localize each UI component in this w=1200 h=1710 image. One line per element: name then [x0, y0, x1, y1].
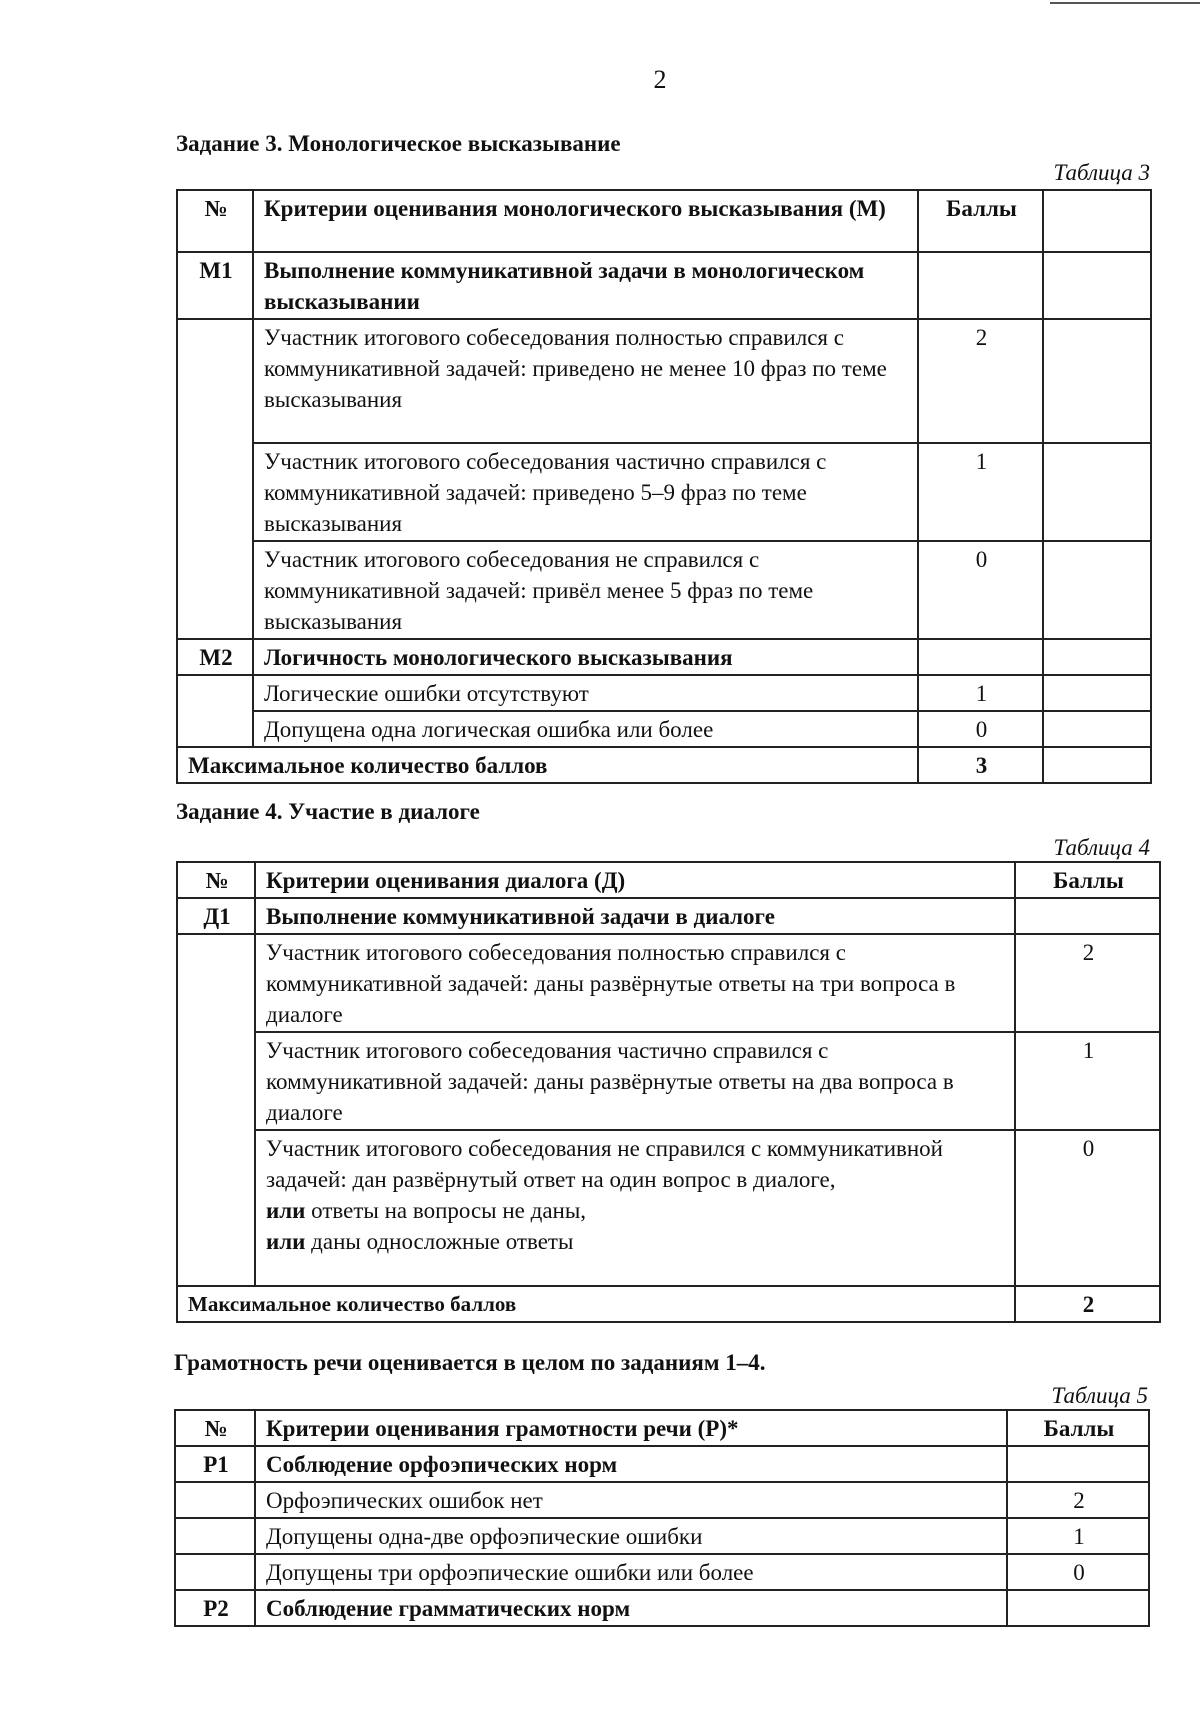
criterion-code: М1 [177, 252, 253, 319]
header-points: Баллы [1007, 1410, 1149, 1446]
table-3 [176, 189, 1152, 784]
total-value: 3 [918, 747, 1043, 783]
empty-cell [1007, 1590, 1149, 1626]
empty-cell [1043, 252, 1151, 319]
row-score: 0 [1015, 1130, 1160, 1286]
row-text: Логические ошибки отсутствуют [253, 675, 918, 711]
table-row [177, 675, 1151, 711]
table-row [175, 1518, 1149, 1554]
row-score: 2 [1015, 934, 1160, 1032]
table-row [177, 1130, 1160, 1286]
empty-cell [175, 1482, 255, 1518]
header-no: № [175, 1410, 255, 1446]
criterion-code: Р2 [175, 1590, 255, 1626]
table-row [177, 319, 1151, 443]
total-label: Максимальное количество баллов [177, 747, 918, 783]
total-row [177, 1286, 1160, 1322]
total-row [177, 747, 1151, 783]
total-label: Максимальное количество баллов [177, 1286, 1015, 1322]
table-row [177, 711, 1151, 747]
row-text: Участник итогового собеседования полностью справился с коммуникативной задачей: приведено не менее 10 фраз по теме высказывания [253, 319, 918, 443]
empty-cell [175, 1554, 255, 1590]
or-text: даны односложные ответы [305, 1229, 574, 1254]
row-score: 2 [918, 319, 1043, 443]
empty-cell [1043, 711, 1151, 747]
empty-cell [918, 639, 1043, 675]
row-text: Допущена одна логическая ошибка или более [253, 711, 918, 747]
table-row [175, 1554, 1149, 1590]
header-criteria: Критерии оценивания грамотности речи (Р)* [255, 1410, 1007, 1446]
empty-cell [1043, 639, 1151, 675]
criterion-row [177, 639, 1151, 675]
row-text: Участник итогового собеседования частично справился с коммуникативной задачей: даны развёрнутые ответы на два вопроса в диалоге [255, 1032, 1015, 1130]
criterion-row [177, 252, 1151, 319]
page-number: 2 [653, 65, 667, 94]
header-criteria: Критерии оценивания диалога (Д) [255, 862, 1015, 898]
row-text: Допущены одна-две орфоэпические ошибки [255, 1518, 1007, 1554]
row-text [255, 1130, 1015, 1286]
row-score: 1 [918, 443, 1043, 541]
row-score: 2 [1007, 1482, 1149, 1518]
header-criteria: Критерии оценивания монологического высказывания (М) [253, 190, 918, 252]
row-score: 1 [1007, 1518, 1149, 1554]
empty-cell [1043, 443, 1151, 541]
table-row [177, 934, 1160, 1032]
criterion-title: Соблюдение грамматических норм [255, 1590, 1007, 1626]
empty-cell [1015, 898, 1160, 934]
criterion-title: Логичность монологического высказывания [253, 639, 918, 675]
row-score: 0 [918, 541, 1043, 639]
criterion-code: М2 [177, 639, 253, 675]
empty-cell [1007, 1446, 1149, 1482]
header-no: № [177, 862, 255, 898]
criterion-code: Р1 [175, 1446, 255, 1482]
table5-caption: Таблица 5 [1051, 1383, 1148, 1408]
row-text: Допущены три орфоэпические ошибки или более [255, 1554, 1007, 1590]
empty-cell [177, 934, 255, 1286]
task4-title: Задание 4. Участие в диалоге [176, 799, 480, 824]
criterion-title: Соблюдение орфоэпических норм [255, 1446, 1007, 1482]
table-header [175, 1410, 1149, 1446]
row-score: 1 [918, 675, 1043, 711]
criterion-row [177, 898, 1160, 934]
empty-cell [1043, 747, 1151, 783]
table-header [177, 190, 1151, 252]
table3-caption: Таблица 3 [1053, 160, 1150, 185]
empty-cell [1043, 319, 1151, 443]
criterion-title: Выполнение коммуникативной задачи в диалоге [255, 898, 1015, 934]
header-points: Баллы [918, 190, 1043, 252]
criterion-code: Д1 [177, 898, 255, 934]
row-text: Орфоэпических ошибок нет [255, 1482, 1007, 1518]
total-value: 2 [1015, 1286, 1160, 1322]
empty-cell [177, 675, 253, 747]
empty-cell [1043, 675, 1151, 711]
table-row [175, 1482, 1149, 1518]
empty-cell [175, 1518, 255, 1554]
empty-cell [918, 252, 1043, 319]
criterion-title: Выполнение коммуникативной задачи в монологическом высказывании [253, 252, 918, 319]
empty-cell [177, 319, 253, 639]
row-score: 0 [1007, 1554, 1149, 1590]
speech-title: Грамотность речи оценивается в целом по заданиям 1–4. [174, 1350, 766, 1375]
corner-mark [1050, 2, 1200, 4]
criterion-row [175, 1446, 1149, 1482]
table-row [177, 1032, 1160, 1130]
table-4 [176, 861, 1161, 1323]
header-no: № [177, 190, 253, 252]
empty-cell [1043, 190, 1151, 252]
row-text: Участник итогового собеседования частично справился с коммуникативной задачей: приведено 5–9 фраз по теме высказывания [253, 443, 918, 541]
row-text-main: Участник итогового собеседования не справился с коммуникативной задачей: дан развёрнутый ответ на один вопрос в диалоге, [266, 1136, 943, 1192]
or-word: или [266, 1229, 306, 1254]
task3-title: Задание 3. Монологическое высказывание [176, 131, 621, 156]
table-row [177, 541, 1151, 639]
table-5 [174, 1409, 1150, 1627]
empty-cell [1043, 541, 1151, 639]
header-points: Баллы [1015, 862, 1160, 898]
table-header [177, 862, 1160, 898]
or-word: или [266, 1198, 306, 1223]
row-text: Участник итогового собеседования полностью справился с коммуникативной задачей: даны развёрнутые ответы на три вопроса в диалоге [255, 934, 1015, 1032]
criterion-row [175, 1590, 1149, 1626]
or-text: ответы на вопросы не даны, [305, 1198, 587, 1223]
row-score: 1 [1015, 1032, 1160, 1130]
table4-caption: Таблица 4 [1053, 835, 1150, 860]
row-score: 0 [918, 711, 1043, 747]
row-text: Участник итогового собеседования не справился с коммуникативной задачей: привёл менее 5 фраз по теме высказывания [253, 541, 918, 639]
table-row [177, 443, 1151, 541]
